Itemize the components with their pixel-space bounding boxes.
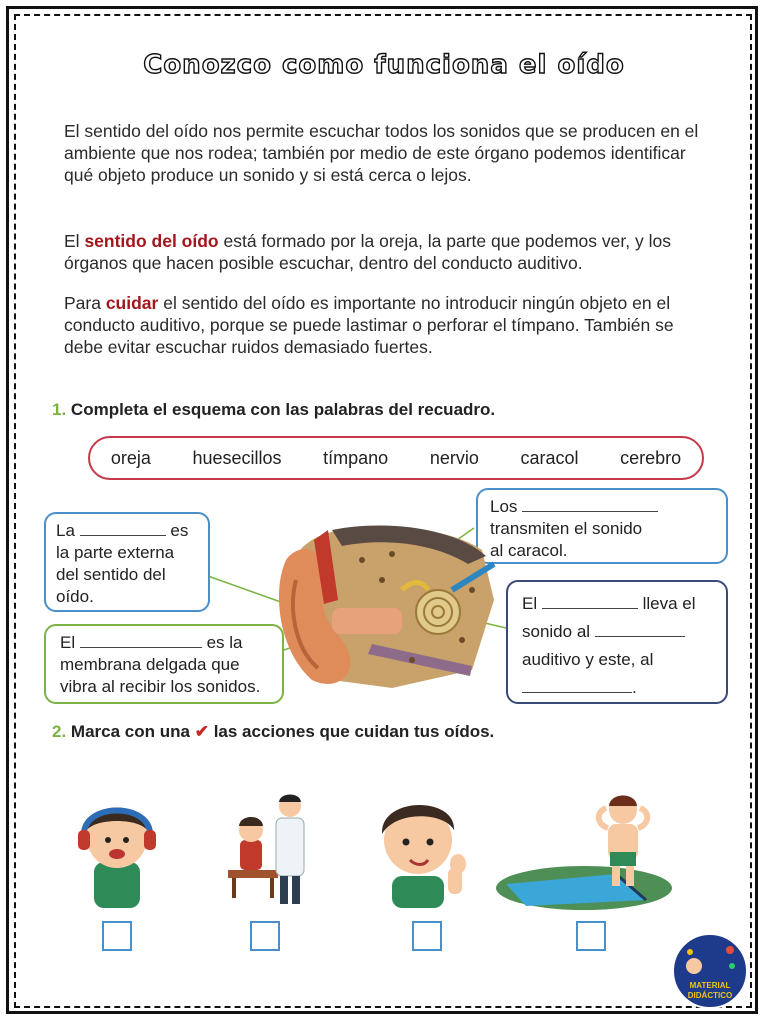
child-ear-illustration: [374, 790, 470, 910]
highlight-sentido: sentido del oído: [84, 231, 219, 251]
fill-blank[interactable]: [542, 594, 638, 609]
answer-checkbox-1[interactable]: [102, 921, 132, 951]
intro-paragraph: El sentido del oído nos permite escuchar todos los sonidos que se producen en el ambiente que nos rodea; también por medio de este órgano podemos identificar qué objeto produce un sonido y si está cerca o lejos.: [64, 121, 699, 185]
structure-paragraph: El sentido del oído está formado por la oreja, la parte que podemos ver, y los órganos que hacen posible escuchar, dentro del conducto auditivo.: [64, 231, 671, 273]
word-bank-item: huesecillos: [192, 447, 282, 468]
word-bank-item: oreja: [110, 447, 151, 468]
child-headphones-illustration: [72, 790, 162, 910]
doctor-checkup-illustration: [222, 790, 312, 910]
highlight-cuidar: cuidar: [105, 293, 159, 313]
word-bank-item: cerebro: [620, 447, 682, 468]
label-box-huesecillos: Los transmiten el sonido al caracol.: [476, 488, 728, 564]
ear-anatomy-illustration: [272, 520, 498, 690]
fill-blank[interactable]: [522, 678, 632, 693]
fill-blank[interactable]: [522, 497, 658, 512]
care-paragraph: Para cuidar el sentido del oído es importante no introducir ningún objeto en el conducto auditivo, porque se puede lastimar o perforar el tímpano. También se debe evitar escuchar ruidos demasiado fuertes.: [64, 293, 674, 357]
child-pool-illustration: [496, 788, 672, 912]
logo-text-line1: MATERIAL: [689, 981, 731, 990]
logo-text-line2: DIDÁCTICO: [687, 991, 733, 1000]
answer-checkbox-2[interactable]: [250, 921, 280, 951]
fill-blank[interactable]: [80, 521, 166, 536]
word-bank-item: nervio: [429, 447, 479, 468]
question-1-number: 1.: [52, 400, 67, 419]
question-2: 2. Marca con una ✔ las acciones que cuidan tus oídos.: [52, 722, 495, 741]
fill-blank[interactable]: [595, 622, 685, 637]
word-bank-item: tímpano: [323, 447, 389, 468]
label-box-oreja: La es la parte externa del sentido del oído.: [44, 512, 210, 612]
label-box-timpano: El es la membrana delgada que vibra al recibir los sonidos.: [44, 624, 284, 704]
question-1: 1. Completa el esquema con las palabras del recuadro.: [52, 400, 496, 419]
answer-checkbox-4[interactable]: [576, 921, 606, 951]
answer-checkbox-3[interactable]: [412, 921, 442, 951]
fill-blank[interactable]: [80, 633, 202, 648]
question-2-number: 2.: [52, 722, 67, 741]
label-box-nervio: El lleva el sonido al auditivo y este, al .: [506, 580, 728, 704]
check-mark-icon: ✔: [194, 722, 209, 741]
material-didactico-logo: [670, 932, 750, 1010]
word-bank-item: caracol: [520, 447, 579, 468]
page-title: Conozco como funciona el oído: [143, 50, 625, 80]
